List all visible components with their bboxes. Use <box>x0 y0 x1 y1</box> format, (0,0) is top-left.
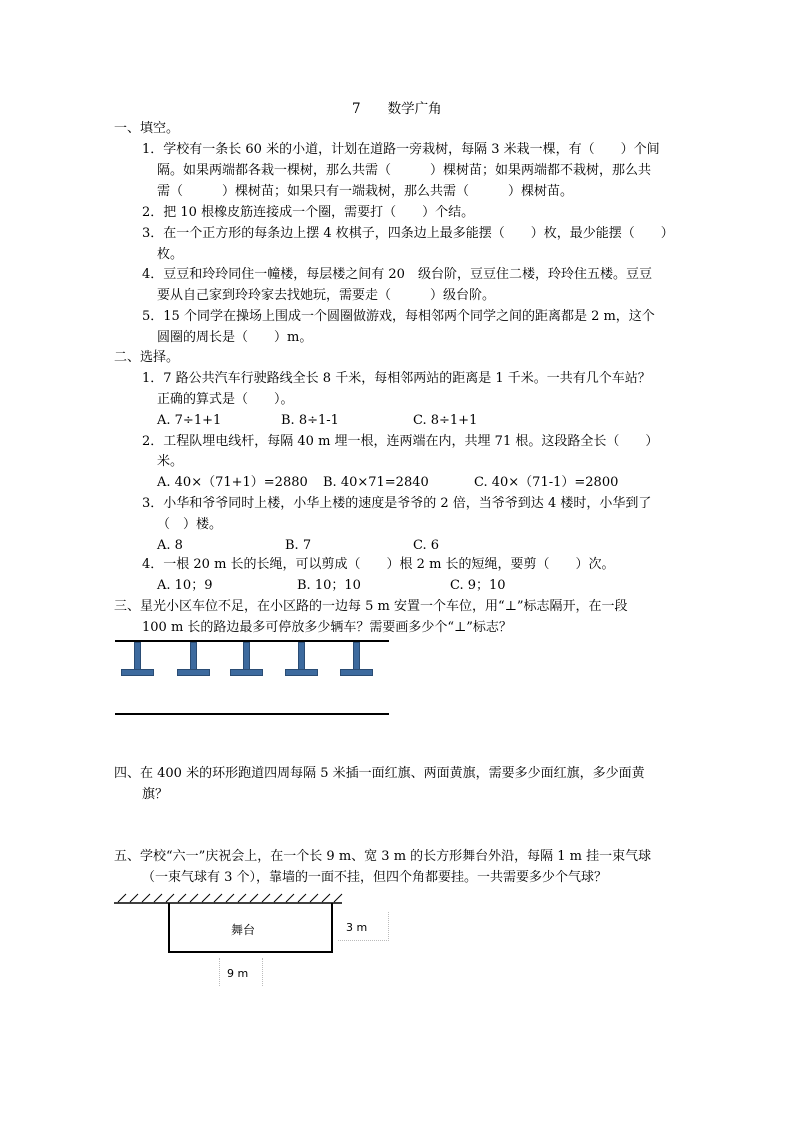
s2-q2-option-b: B. 40×71=2840 <box>323 475 429 490</box>
s2-q2-option-a: A. 40×（71+1）=2880 <box>157 475 308 490</box>
width-label-guide <box>338 912 389 941</box>
s2-q2-line1: 2．工程队埋电线杆，每隔 40 m 埋一根，连两端在内，共埋 71 根。这段路全长（ ） <box>142 434 659 449</box>
s1-q3-line1: 3．在一个正方形的每条边上摆 4 枚棋子，四条边上最多能摆（ ）枚，最少能摆（ ） <box>142 226 674 241</box>
s4-line1: 四、在 400 米的环形跑道四周每隔 5 米插一面红旗、两面黄旗，需要多少面红旗，多少面黄 <box>114 766 645 781</box>
stage-width-label: 3 m <box>346 921 368 934</box>
s2-q2-option-c: C. 40×（71-1）=2800 <box>474 475 619 490</box>
section-1-heading: 一、填空。 <box>114 121 180 136</box>
s2-q3-line2: （ ）楼。 <box>157 517 223 532</box>
s2-q4-option-b: B. 10；10 <box>297 578 361 593</box>
s2-q3-option-a: A. 8 <box>157 538 183 553</box>
s2-q4-option-a: A. 10；9 <box>157 578 213 593</box>
s1-q4-line2: 要从自己家到玲玲家去找她玩，需要走（ ）级台阶。 <box>157 288 496 303</box>
s2-q1-line2: 正确的算式是（ ）。 <box>157 392 294 407</box>
s1-q1-line2: 隔。如果两端都各栽一棵树，那么共需（ ）棵树苗；如果两端都不栽树，那么共 <box>157 163 652 178</box>
s1-q2: 2．把 10 根橡皮筋连接成一个圈，需要打（ ）个结。 <box>142 205 475 220</box>
road-top-edge <box>115 640 389 642</box>
page-title: 7 数学广角 <box>352 101 442 117</box>
s2-q1-option-b: B. 8÷1-1 <box>281 413 339 428</box>
s3-line2: 100 m 长的路边最多可停放多少辆车？需要画多少个“⊥”标志？ <box>142 620 512 635</box>
s1-q4-line1: 4．豆豆和玲玲同住一幢楼，每层楼之间有 20 级台阶，豆豆住二楼，玲玲住五楼。豆豆 <box>142 267 652 282</box>
stage-length-label: 9 m <box>227 967 249 980</box>
s1-q5-line1: 5．15 个同学在操场上围成一个圆圈做游戏，每相邻两个同学之间的距离都是 2 m，这个 <box>142 309 655 324</box>
road-bottom-edge <box>115 713 389 715</box>
stage-label: 舞台 <box>231 923 256 937</box>
section-2-heading: 二、选择。 <box>114 350 180 365</box>
s2-q3-option-b: B. 7 <box>285 538 312 553</box>
s2-q3-option-c: C. 6 <box>413 538 440 553</box>
s1-q1-line1: 1．学校有一条长 60 米的小道，计划在道路一旁栽树，每隔 3 米栽一棵，有（ ）个间 <box>142 142 660 157</box>
length-label-guide <box>219 958 263 986</box>
s5-line2: （一束气球有 3 个），靠墙的一面不挂，但四个角都要挂。一共需要多少个气球？ <box>142 870 608 885</box>
s3-line1: 三、星光小区车位不足，在小区路的一边每 5 m 安置一个车位，用“⊥”标志隔开，在一段 <box>114 599 628 614</box>
s1-q3-line2: 枚。 <box>157 247 184 262</box>
s2-q1-option-a: A. 7÷1+1 <box>157 413 222 428</box>
s2-q1-option-c: C. 8÷1+1 <box>413 413 478 428</box>
s2-q4-line1: 4．一根 20 m 长的长绳，可以剪成（ ）根 2 m 长的短绳，要剪（ ）次。 <box>142 557 615 572</box>
s2-q2-line2: 米。 <box>157 454 184 469</box>
s2-q4-option-c: C. 9；10 <box>450 578 506 593</box>
s5-line1: 五、学校“六一”庆祝会上，在一个长 9 m、宽 3 m 的长方形舞台外沿，每隔 1 m 挂一束气球 <box>114 849 652 864</box>
s1-q1-line3: 需（ ）棵树苗；如果只有一端栽树，那么共需（ ）棵树苗。 <box>157 184 574 199</box>
s2-q3-line1: 3．小华和爷爷同时上楼，小华上楼的速度是爷爷的 2 倍，当爷爷到达 4 楼时，小华到了 <box>142 496 652 511</box>
s4-line2: 旗？ <box>142 787 169 802</box>
s1-q5-line2: 圆圈的周长是（ ）m。 <box>157 330 313 345</box>
s2-q1-line1: 1．7 路公共汽车行驶路线全长 8 千米，每相邻两站的距离是 1 千米。一共有几个车站？ <box>142 371 651 386</box>
